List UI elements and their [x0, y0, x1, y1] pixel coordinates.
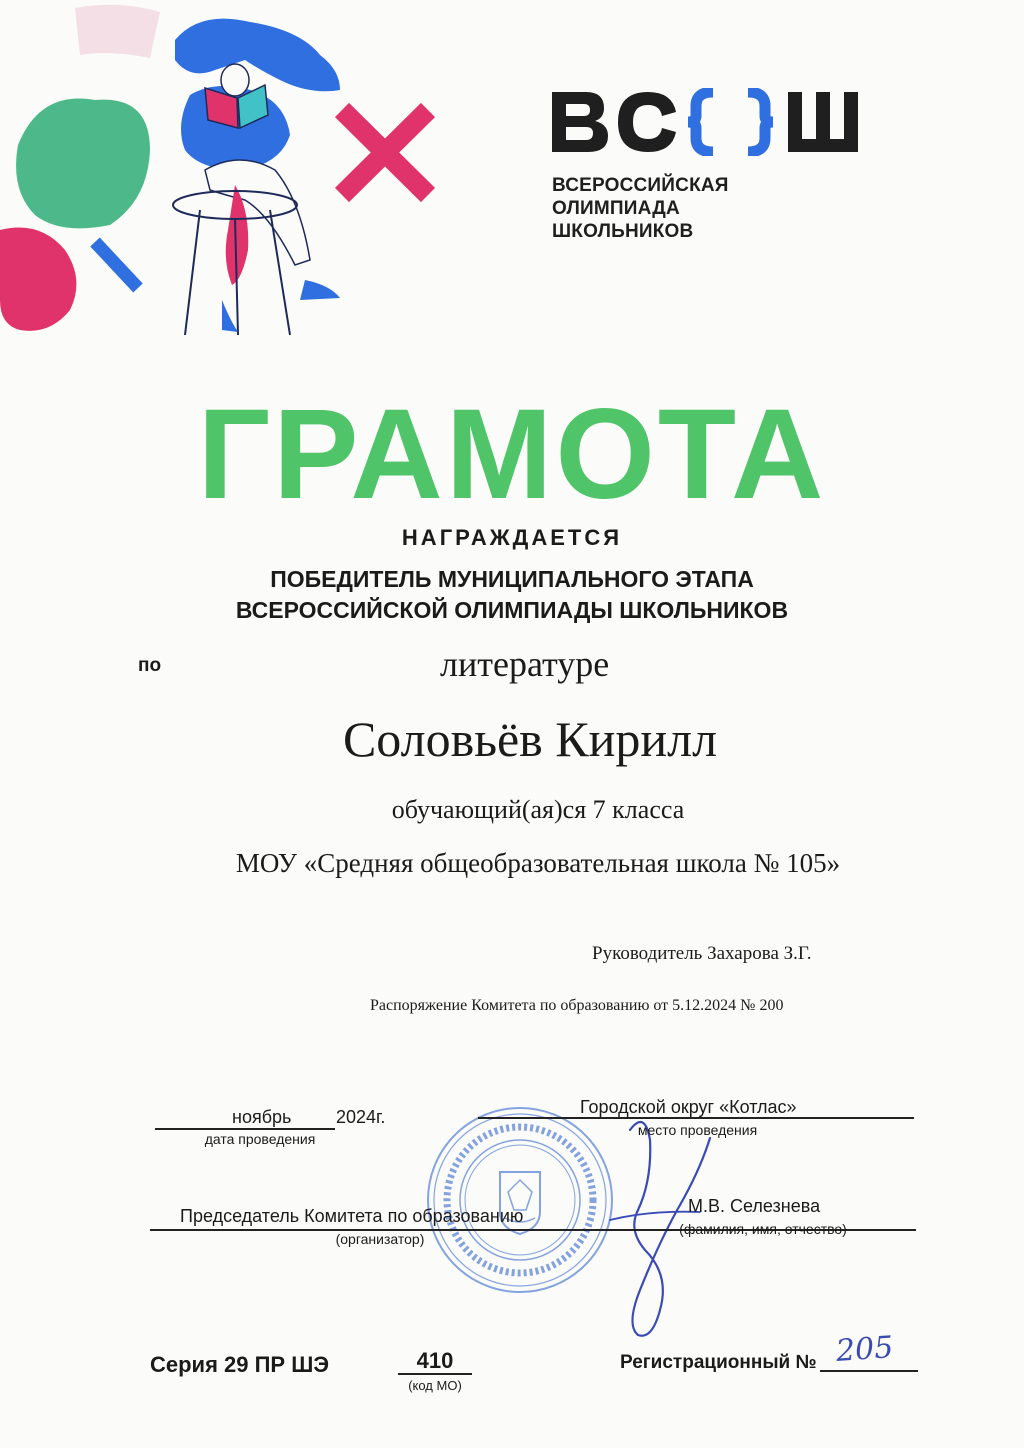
- winner-line: ПОБЕДИТЕЛЬ МУНИЦИПАЛЬНОГО ЭТАПА: [270, 566, 754, 592]
- organizer-title: Председатель Комитета по образованию: [180, 1206, 524, 1226]
- event-year: 2024г.: [336, 1107, 386, 1127]
- winner-line: ВСЕРОССИЙСКОЙ ОЛИМПИАДЫ ШКОЛЬНИКОВ: [235, 597, 789, 623]
- olympiad-illustration: [0, 0, 440, 345]
- place-caption: место проведения: [637, 1122, 758, 1138]
- logo-subtitle-line: ВСЕРОССИЙСКАЯ: [552, 175, 729, 196]
- order-reference: Распоряжение Комитета по образованию от 5.12.2024 № 200: [370, 997, 784, 1014]
- winner-text: [0, 564, 1024, 626]
- student-grade: обучающий(ая)ся 7 класса: [391, 795, 685, 824]
- series-label: Серия 29 ПР ШЭ: [150, 1352, 329, 1377]
- place-underline: [478, 1117, 914, 1119]
- subject-prefix: по: [138, 655, 162, 676]
- certificate-title: ГРАМОТА: [197, 383, 827, 526]
- school-name: МОУ «Средняя общеобразовательная школа № 105»: [235, 848, 841, 878]
- kod-caption: (код МО): [408, 1378, 462, 1393]
- awarded-label: НАГРАЖДАЕТСЯ: [401, 525, 623, 550]
- registration-label: Регистрационный №: [620, 1352, 817, 1373]
- date-caption: дата проведения: [204, 1131, 316, 1147]
- school-head: Руководитель Захарова З.Г.: [592, 943, 812, 964]
- organizer-caption: (организатор): [335, 1231, 425, 1247]
- student-name: Соловьёв Кирилл: [342, 711, 718, 767]
- event-month: ноябрь: [232, 1107, 292, 1127]
- logo-subtitle-line: ШКОЛЬНИКОВ: [552, 221, 694, 242]
- subject: литературе: [440, 644, 610, 684]
- kod-underline: [398, 1373, 472, 1375]
- date-underline: [155, 1128, 335, 1130]
- kod-mo: 410: [416, 1348, 454, 1373]
- vsosh-logo-icon: [548, 88, 893, 156]
- name-caption: (фамилия, имя, отчество): [679, 1221, 847, 1237]
- logo-subtitle: [552, 174, 729, 243]
- registration-underline: [820, 1370, 918, 1372]
- registration-number: 205: [834, 1330, 895, 1369]
- logo-subtitle-line: ОЛИМПИАДА: [552, 198, 680, 219]
- event-place: Городской округ «Котлас»: [580, 1097, 797, 1117]
- chairman-name: М.В. Селезнева: [688, 1196, 821, 1216]
